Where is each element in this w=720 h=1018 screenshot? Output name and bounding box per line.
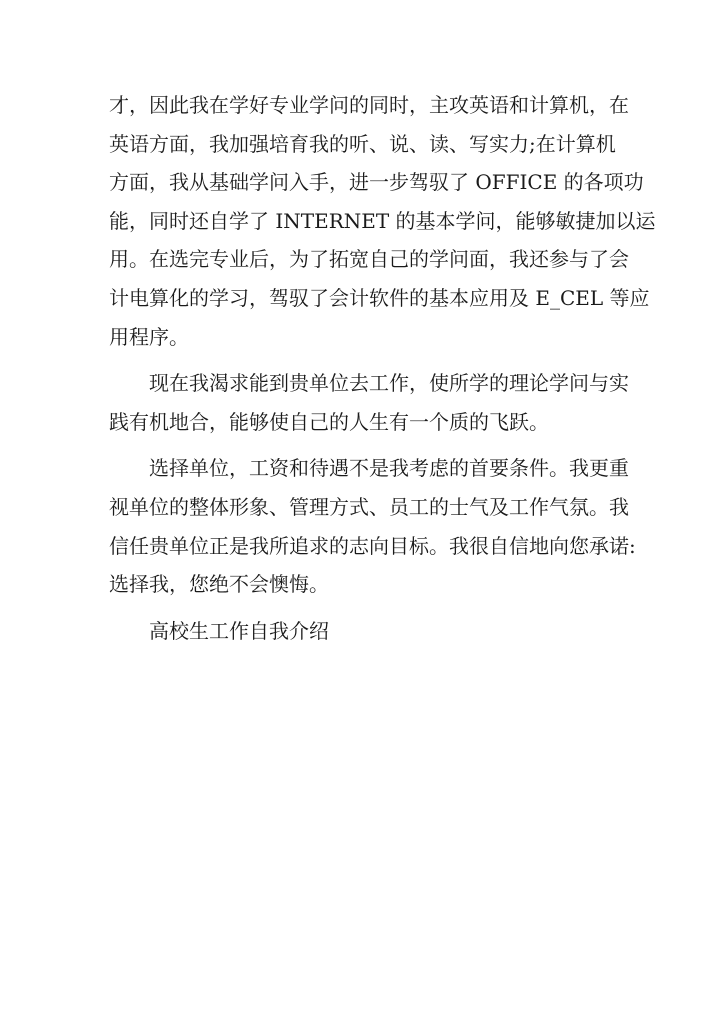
- text-line: 信任贵单位正是我所追求的志向目标。我很自信地向您承诺:: [109, 533, 636, 558]
- text-line: 现在我渴求能到贵单位去工作，使所学的理论学问与实: [149, 371, 629, 396]
- paragraph: [109, 364, 629, 441]
- text-line: 高校生工作自我介绍: [149, 618, 329, 643]
- paragraph: [109, 612, 613, 651]
- text-line: 方面，我从基础学问入手，进一步驾驭了 OFFICE 的各项功: [109, 170, 644, 195]
- paragraph-spacer: [109, 356, 613, 364]
- text-line: 能，同时还自学了 INTERNET 的基本学问，能够敏捷加以运: [109, 208, 656, 233]
- paragraph-spacer: [109, 441, 613, 449]
- paragraph: [109, 449, 636, 603]
- text-line: 计电算化的学习，驾驭了会计软件的基本应用及 E_CEL 等应: [109, 285, 650, 310]
- text-line: 才，因此我在学好专业学问的同时，主攻英语和计算机，在: [109, 93, 629, 117]
- text-line: 选择我，您绝不会懊悔。: [109, 572, 329, 597]
- document-body: [109, 86, 656, 650]
- text-line: 用。在选完专业后，为了拓宽自己的学问面，我还参与了会: [109, 247, 629, 272]
- text-line: 用程序。: [109, 324, 189, 349]
- paragraph: [109, 86, 656, 356]
- text-line: 选择单位，工资和待遇不是我考虑的首要条件。我更重: [149, 456, 629, 481]
- paragraph-spacer: [109, 604, 613, 612]
- text-line: 英语方面，我加强培育我的听、说、读、写实力;在计算机: [109, 131, 616, 156]
- text-line: 视单位的整体形象、管理方式、员工的士气及工作气氛。我: [109, 494, 629, 519]
- text-line: 践有机地合，能够使自己的人生有一个质的飞跃。: [109, 409, 549, 434]
